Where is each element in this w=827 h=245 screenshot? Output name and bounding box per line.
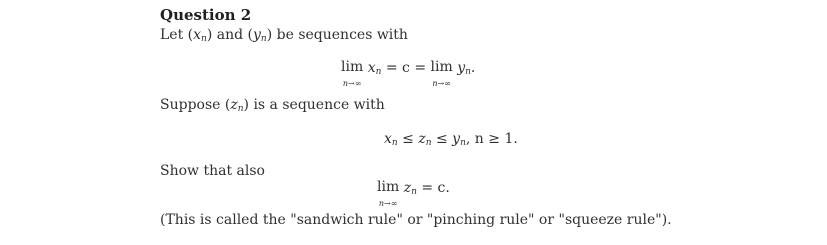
lim-label: lim [377, 179, 400, 195]
lim-operator [377, 180, 399, 208]
lim-subscript: n→∞ [432, 79, 451, 88]
ineq-tail: , n ≥ 1. [465, 131, 518, 147]
n-subscript: n [391, 138, 398, 148]
intro-prefix: Let ( [160, 27, 194, 43]
n-subscript: n [260, 34, 267, 44]
question-title: Question 2 [160, 6, 252, 24]
lim-operator [431, 60, 453, 88]
eq-end: . [470, 60, 476, 76]
z-symbol: z [403, 180, 412, 196]
lim-label: lim [341, 59, 364, 75]
limit-equation-2 [377, 180, 450, 208]
suppose-prefix: Suppose ( [160, 97, 231, 113]
intro-mid: ) and ( [206, 27, 253, 43]
n-subscript: n [465, 67, 471, 77]
z-symbol: z [418, 131, 426, 147]
lim-subscript: n→∞ [342, 79, 362, 88]
x-symbol: x [384, 131, 392, 147]
n-subscript: n [237, 104, 244, 114]
y-symbol: y [457, 60, 466, 76]
lim-subscript: n→∞ [378, 199, 398, 208]
lim-operator [341, 60, 363, 88]
le-sign: ≤ [431, 131, 453, 147]
n-subscript: n [425, 138, 432, 148]
inequality-line [384, 131, 518, 148]
x-symbol: x [193, 27, 202, 43]
intro-line [160, 27, 408, 44]
n-subscript: n [460, 138, 466, 148]
suppose-line [160, 97, 385, 114]
eq2-tail: = c. [416, 180, 450, 196]
z-symbol: z [230, 97, 238, 113]
n-subscript: n [375, 67, 382, 77]
y-symbol: y [452, 131, 461, 147]
limit-equation-1 [341, 60, 475, 88]
y-symbol: y [252, 27, 261, 43]
suppose-suffix: ) is a sequence with [243, 97, 385, 113]
n-subscript: n [201, 34, 207, 44]
lim-label: lim [430, 59, 453, 75]
le-sign: ≤ [397, 131, 419, 147]
eq-sign: = c = [381, 60, 431, 76]
sandwich-note: (This is called the "sandwich rule" or "pinching rule" or "squeeze rule"). [160, 212, 672, 228]
show-line: Show that also [160, 163, 265, 179]
n-subscript: n [411, 187, 417, 197]
x-symbol: x [367, 60, 376, 76]
intro-suffix: ) be sequences with [266, 27, 408, 43]
